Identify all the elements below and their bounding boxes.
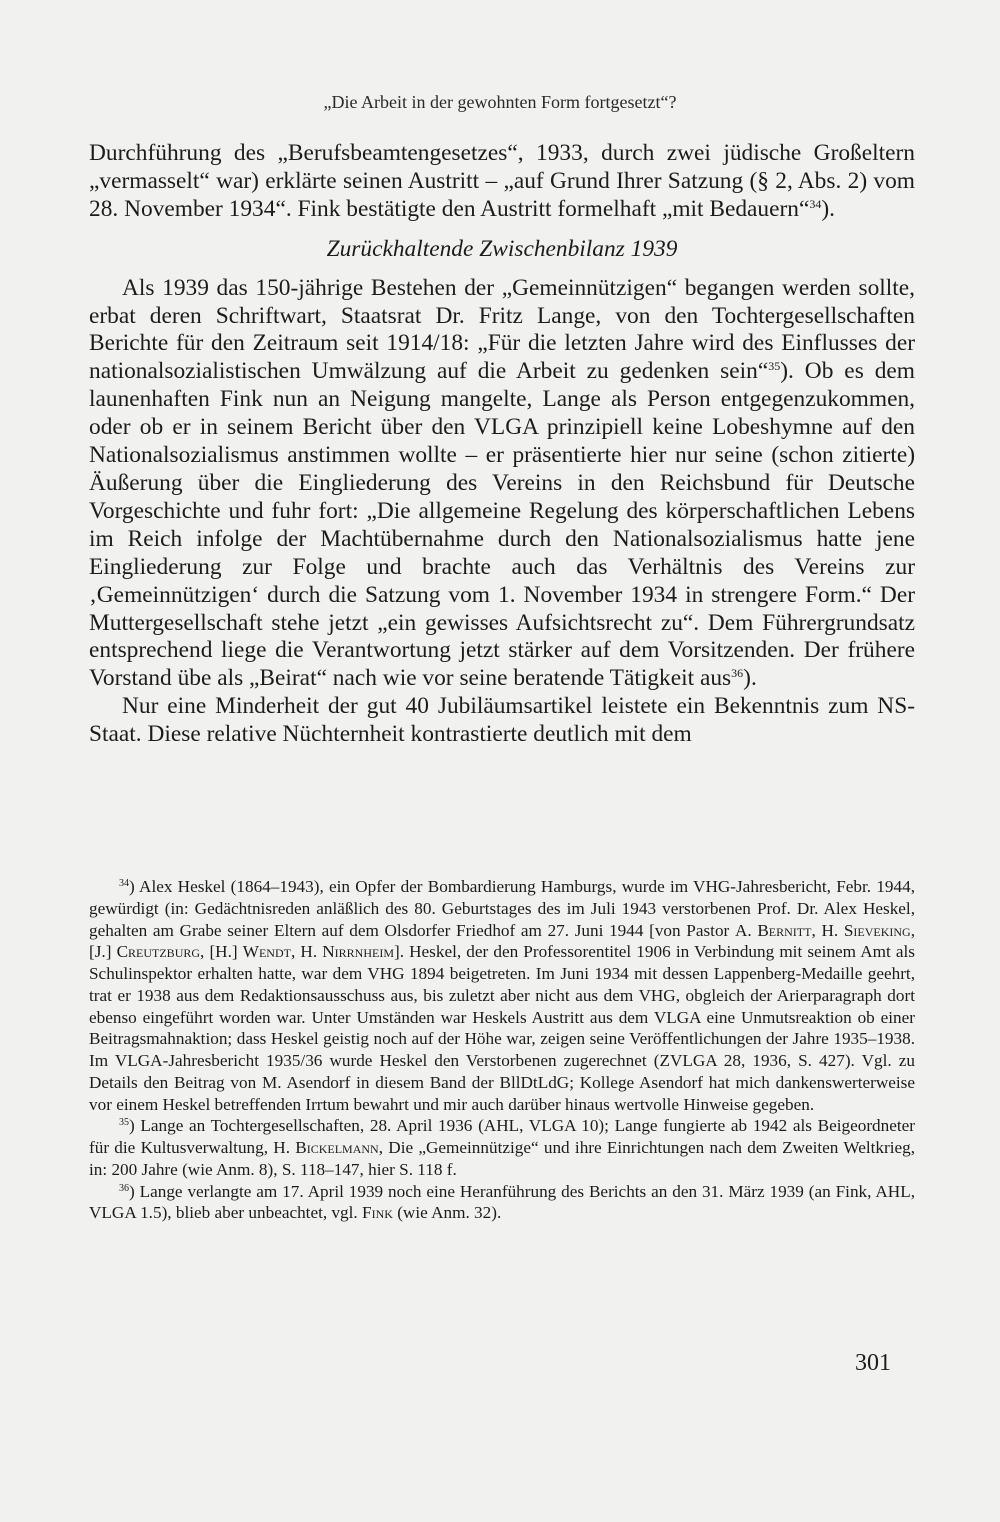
footnote-text: ) Lange verlangte am 17. April 1939 noch eine Heranführung des Berichts an den 31. März 1939 (an Fink, AHL, VLGA 1.5), blieb aber unbeachtet, vgl. — [89, 1181, 915, 1223]
author-name: H. Nirrnheim — [300, 942, 394, 962]
paragraph: Nur eine Minderheit der gut 40 Jubiläumsartikel leistete ein Bekenntnis zum NS-Staat. Diese relative Nüchternheit kontrastierte deutlich mit dem — [89, 693, 915, 748]
paragraph — [89, 140, 915, 224]
paragraph-text: Durchführung des „Berufsbeamtengesetzes“, 1933, durch zwei jüdische Großeltern „vermasselt“ war) erklärte seinen Austritt – „auf Grund Ihrer Satzung (§ 2, Abs. 2) vom 28. November 1934“. Fink bestätigte den Austritt formelhaft „mit Bedauern“ — [89, 140, 915, 222]
running-head: „Die Arbeit in der gewohnten Form fortgesetzt“? — [323, 92, 677, 112]
footnote-text: , [J.] — [89, 920, 916, 962]
author-name: Creutzburg — [116, 942, 201, 962]
footnote-text: ]. Heskel, der den Professorentitel 1906 in Verbindung mit seinem Amt als Schulinspektor erhalten hatte, war dem VHG 1894 beigetreten. Im Juni 1934 mit dessen Lappenberg-Medaille geehrt, trat er 1938 aus dem Redaktionsausschuss aus, bis zuletzt aber nicht aus dem VHG, obgleich der Arierparagraph dort ebenso eingeführt worden war. Unter Umständen war Heskels Austritt aus dem VLGA eine Unmutsreaktion ob einer Beitragsmahnaktion; dass Heskel geistig noch auf der Höhe war, zeigen seine Veröffentlichungen der Jahre 1935–1938. Im VLGA-Jahresbericht 1935/36 wurde Heskel den Verstorbenen zugerechnet (ZVLGA 28, 1936, S. 427). Vgl. zu Details den Beitrag von M. Asendorf in diesem Band der BllDtLdG; Kollege Asendorf hat mich dankenswerterweise vor einem Heskel betreffenden Irrtum bewahrt und mir auch darüber hinaus wertvolle Hinweise gegeben. — [89, 942, 915, 1114]
paragraph — [89, 275, 915, 694]
footnote-text: ) Alex Heskel (1864–1943), ein Opfer der Bombardierung Hamburgs, wurde im VHG-Jahresbericht, Febr. 1944, gewürdigt (in: Gedächtnisreden anläßlich des 80. Geburtstages des im Juli 1943 verstorbenen Prof. Dr. Alex Heskel, gehalten am Grabe seiner Eltern auf dem Olsdorfer Friedhof am 27. Juni 1944 [von Pastor — [89, 877, 915, 940]
footnote-ref[interactable]: 36 — [731, 666, 744, 681]
footnote-ref[interactable]: 35 — [768, 359, 781, 374]
footnote-number: 36 — [119, 1182, 129, 1194]
footnote — [89, 1181, 915, 1225]
paragraph-text: Als 1939 das 150-jährige Bestehen der „Gemeinnützigen“ begangen werden sollte, erbat deren Schriftwart, Staatsrat Dr. Fritz Lange, von den Tochtergesellschaften Berichte für den Zeitraum seit 1914/18: „Für die letzten Jahre wird des Einflusses der nationalsozialistischen Umwälzung auf die Arbeit zu gedenken sein“ — [89, 274, 915, 385]
footnote-number: 34 — [119, 878, 129, 889]
section-heading: Zurückhaltende Zwischenbilanz 1939 — [326, 235, 678, 262]
footnote-text: ) Lange an Tochtergesellschaften, 28. April 1936 (AHL, VLGA 10); Lange fungierte ab 1942 als Beigeordneter für die Kultusverwaltung, — [89, 1116, 915, 1157]
footnote-number: 35 — [119, 1117, 129, 1129]
paragraph-text: ). Ob es dem launenhaften Fink nun an Neigung mangelte, Lange als Person entgegenzukommen, oder ob er in seinem Bericht über den VLGA prinzipiell keine Lobeshymne auf den Nationalsozialismus anstimmen wollte – er präsentierte hier nur seine (schon zitierte) Äußerung über die Eingliederung des Vereins in den Reichsbund für Deutsche Vorgeschichte und fuhr fort: „Die allgemeine Regelung des körperschaftlichen Lebens im Reich infolge der Machtübernahme durch den Nationalsozialismus hatte jene Eingliederung zur Folge und brachte auch das Verhältnis des Vereins zur ‚Gemeinnützigen‘ durch die Satzung vom 1. November 1934 in strengere Form.“ Der Muttergesellschaft stehe jetzt „ein gewisses Aufsichtsrecht zu“. Dem Führergrundsatz entsprechend liege die Verantwortung jetzt stärker auf dem Vorsitzenden. Der frühere Vorstand übe als „Beirat“ nach wie vor seine beratende Tätigkeit aus — [89, 358, 915, 692]
author-name: H. Sieveking — [821, 920, 911, 940]
author-name: A. Bernitt — [734, 920, 812, 940]
footnote — [89, 876, 915, 1115]
main-text — [89, 140, 915, 749]
author-name: Fink — [362, 1203, 393, 1223]
footnote-text: , Die „Gemeinnützige“ und ihre Einrichtungen nach dem Zweiten Weltkrieg, in: 200 Jahre (wie Anm. 8), S. 118–147, hier S. 118 f. — [89, 1138, 915, 1179]
footnote-text: , [H.] — [200, 942, 243, 962]
author-name: H. Bickelmann — [273, 1138, 379, 1157]
footnote-text: , — [811, 920, 822, 940]
paragraph-text: ). — [821, 195, 836, 222]
footnote-text: , — [290, 942, 301, 962]
page-number: 301 — [855, 1350, 891, 1376]
footnote-text: (wie Anm. 32). — [392, 1203, 502, 1223]
author-name: Wendt — [242, 942, 291, 962]
footnote — [89, 1115, 915, 1180]
footnote-ref[interactable]: 34 — [809, 196, 822, 211]
footnotes — [89, 876, 915, 1224]
paragraph-text: ). — [743, 665, 757, 692]
